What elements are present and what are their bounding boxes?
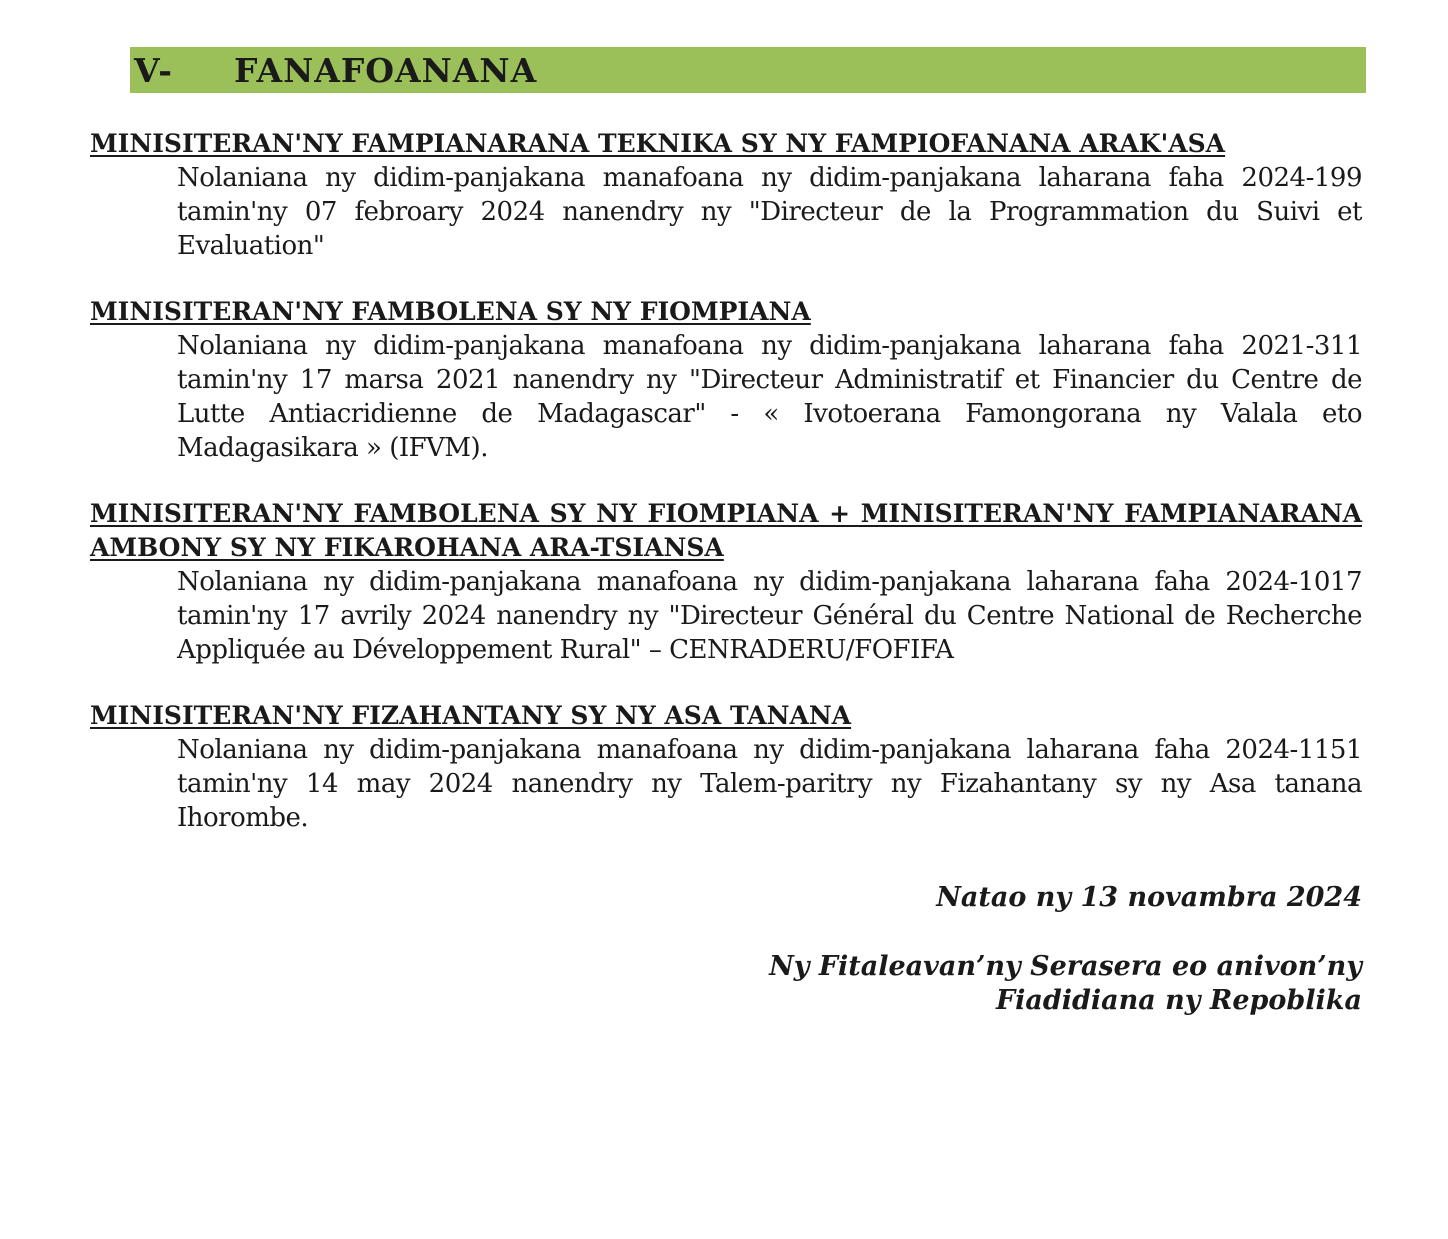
signature-author-line1: Ny Fitaleavan’ny Serasera eo anivon’ny (769, 951, 1362, 982)
ministry-heading: MINISITERAN'NY FAMBOLENA SY NY FIOMPIANA + MINISITERAN'NY FAMPIANARANA AMBONY SY NY FIKAROHANA ARA-TSIANSA (90, 499, 1362, 562)
decision-text: Nolaniana ny didim-panjakana manafoana ny didim-panjakana laharana faha 2021-311 tamin'ny 17 marsa 2021 nanendry ny "Directeur Administratif et Financier du Centre de Lutte Antiacridienne de Madagascar" - « Ivotoerana Famongorana ny Valala eto Madagasikara » (IFVM). (177, 331, 1362, 463)
decision-block (90, 295, 1362, 465)
signature-date: Natao ny 13 novambra 2024 (936, 882, 1362, 913)
decisions-list (90, 127, 1362, 867)
decision-block (90, 127, 1362, 263)
decision-text: Nolaniana ny didim-panjakana manafoana ny didim-panjakana laharana faha 2024-1017 tamin'ny 17 avrily 2024 nanendry ny "Directeur Général du Centre National de Recherche Appliquée au Développement Rural" – CENRADERU/FOFIFA (177, 567, 1362, 665)
ministry-heading: MINISITERAN'NY FIZAHANTANY SY NY ASA TANANA (90, 701, 852, 730)
decision-text: Nolaniana ny didim-panjakana manafoana ny didim-panjakana laharana faha 2024-1151 tamin'ny 14 may 2024 nanendry ny Talem-paritry ny Fizahantany sy ny Asa tanana Ihorombe. (177, 735, 1362, 833)
section-header-bar (130, 47, 1366, 93)
decision-block (90, 699, 1362, 835)
ministry-heading: MINISITERAN'NY FAMPIANARANA TEKNIKA SY NY FAMPIOFANANA ARAK'ASA (90, 129, 1226, 158)
signature-author (769, 950, 1362, 1018)
decision-block (90, 497, 1362, 667)
signature-author-line2: Fiadidiana ny Repoblika (995, 985, 1362, 1016)
decision-text: Nolaniana ny didim-panjakana manafoana ny didim-panjakana laharana faha 2024-199 tamin'ny 07 febroary 2024 nanendry ny "Directeur de la Programmation du Suivi et Evaluation" (177, 163, 1362, 261)
section-title: FANAFOANANA (234, 50, 538, 90)
section-number: V- (134, 50, 173, 90)
ministry-heading: MINISITERAN'NY FAMBOLENA SY NY FIOMPIANA (90, 297, 811, 326)
